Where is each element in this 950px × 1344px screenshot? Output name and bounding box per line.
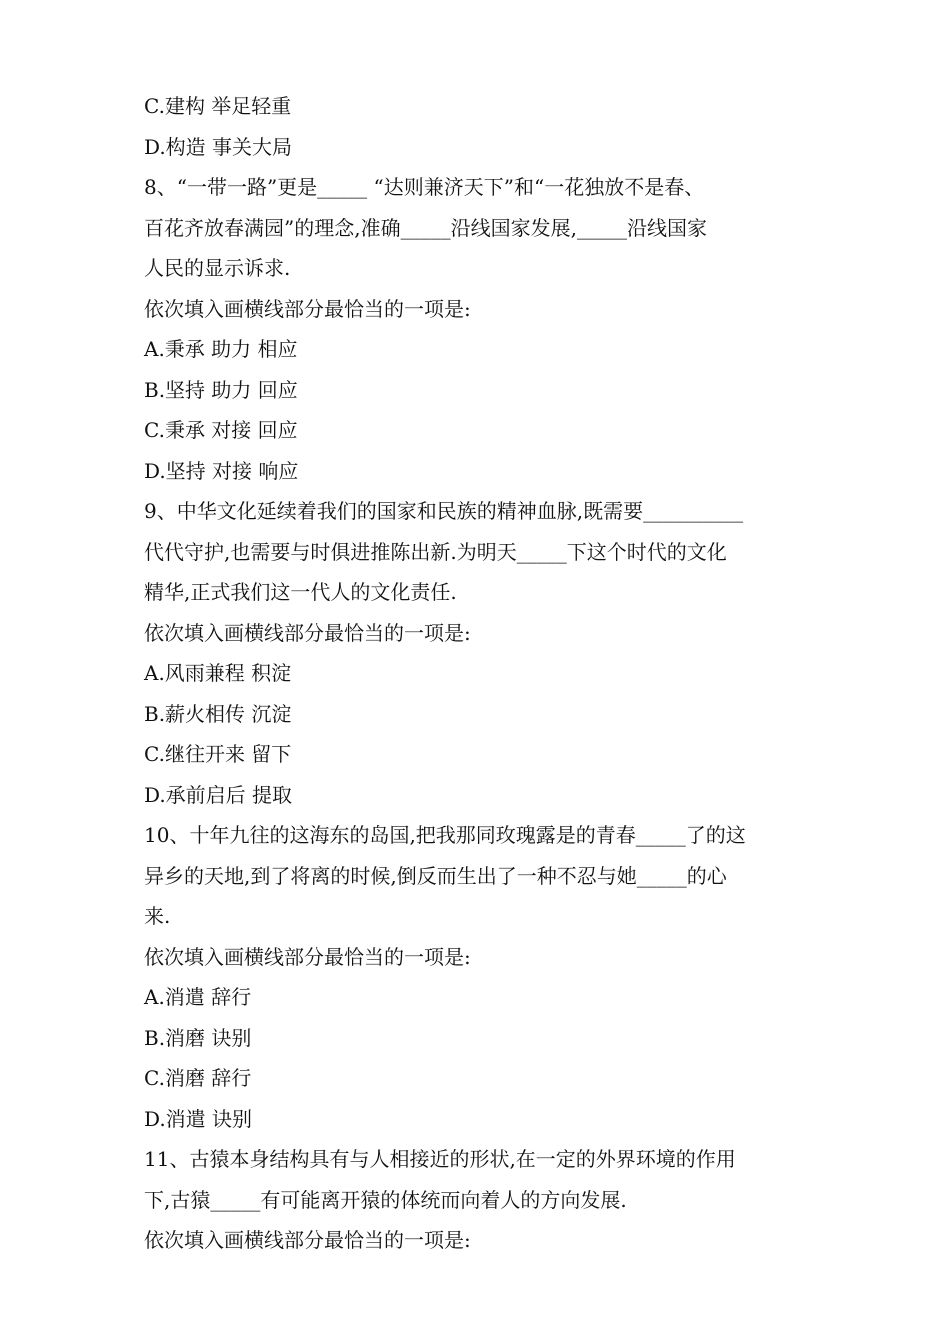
text-line: 8、“一带一路”更是_____ “达则兼济天下”和“一花独放不是春、: [144, 175, 705, 199]
text-line: A.风雨兼程 积淀: [144, 661, 292, 685]
text-line: C.建构 举足轻重: [144, 94, 292, 118]
document-page: [144, 86, 814, 1261]
text-line: A.消遣 辞行: [144, 985, 252, 1009]
text-line: A.秉承 助力 相应: [144, 337, 298, 361]
text-line: 10、十年九往的这海东的岛国,把我那同玫瑰露是的青春_____了的这: [144, 823, 746, 847]
text-line: 人民的显示诉求.: [144, 256, 291, 280]
text-line: D.承前启后 提取: [144, 782, 293, 807]
text-line: 精华,正式我们这一代人的文化责任.: [144, 580, 457, 604]
text-line: 代代守护,也需要与时俱进推陈出新.为明天_____下这个时代的文化: [144, 539, 727, 564]
text-line: 9、中华文化延续着我们的国家和民族的精神血脉,既需要__________: [144, 499, 744, 523]
text-line: 来.: [144, 904, 171, 928]
text-line: 下,古猿_____有可能离开猿的体统而向着人的方向发展.: [144, 1187, 627, 1212]
text-line: B.消磨 诀别: [144, 1025, 252, 1050]
text-line: 依次填入画横线部分最恰当的一项是:: [144, 1228, 471, 1252]
text-line: C.消磨 辞行: [144, 1066, 252, 1090]
text-line: 依次填入画横线部分最恰当的一项是:: [144, 620, 471, 645]
text-line: 异乡的天地,到了将离的时候,倒反而生出了一种不忍与她_____的心: [144, 863, 727, 888]
text-line: D.构造 事关大局: [144, 134, 293, 159]
text-line: C.继往开来 留下: [144, 742, 292, 766]
text-line: C.秉承 对接 回应: [144, 418, 298, 442]
text-line: D.消遣 诀别: [144, 1106, 253, 1131]
text-line: B.薪火相传 沉淀: [144, 701, 292, 726]
text-line: 依次填入画横线部分最恰当的一项是:: [144, 944, 471, 969]
text-line: 依次填入画横线部分最恰当的一项是:: [144, 296, 471, 321]
text-line: B.坚持 助力 回应: [144, 377, 298, 402]
text-line: 百花齐放春满园”的理念,准确_____沿线国家发展,_____沿线国家: [144, 215, 707, 240]
text-line: D.坚持 对接 响应: [144, 458, 299, 483]
text-line: 11、古猿本身结构具有与人相接近的形状,在一定的外界环境的作用: [144, 1147, 736, 1171]
